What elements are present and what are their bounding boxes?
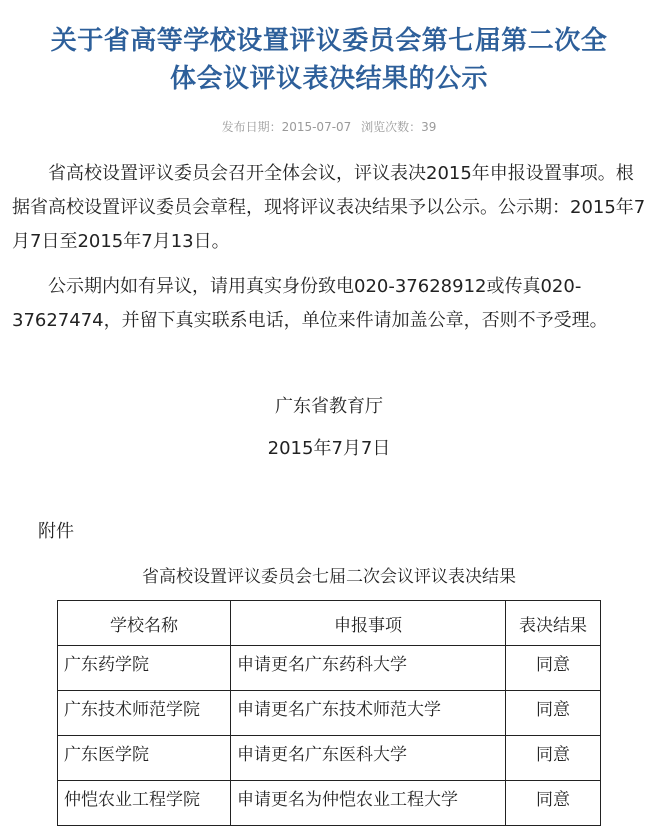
school-name-cell: 广东药学院 bbox=[58, 646, 231, 691]
table-row bbox=[58, 691, 601, 736]
results-table bbox=[57, 600, 601, 826]
attachment-label: 附件 bbox=[38, 521, 74, 542]
application-cell: 申请更名广东药科大学 bbox=[231, 646, 506, 691]
result-cell: 同意 bbox=[506, 781, 601, 826]
table-header-row bbox=[58, 601, 601, 646]
application-cell: 申请更名为仲恺农业工程大学 bbox=[231, 781, 506, 826]
result-cell: 同意 bbox=[506, 736, 601, 781]
column-header-result: 表决结果 bbox=[506, 601, 601, 646]
article-meta bbox=[0, 118, 658, 135]
school-name-cell: 广东技术师范学院 bbox=[58, 691, 231, 736]
view-count: 浏览次数：39 bbox=[361, 120, 437, 134]
publish-date: 发布日期：2015-07-07 bbox=[221, 120, 352, 134]
application-cell: 申请更名广东技术师范大学 bbox=[231, 691, 506, 736]
body-paragraph-1: 省高校设置评议委员会召开全体会议，评议表决2015年申报设置事项。根据省高校设置评议委员会章程，现将评议表决结果予以公示。公示期：2015年7月7日至2015年7月13日。 bbox=[12, 163, 646, 252]
body-paragraph-2: 公示期内如有异议，请用真实身份致电020-37628912或传真020-37627474，并留下真实联系电话，单位来件请加盖公章，否则不予受理。 bbox=[12, 276, 608, 331]
school-name-cell: 广东医学院 bbox=[58, 736, 231, 781]
table-row bbox=[58, 781, 601, 826]
page-title-line-1: 关于省高等学校设置评议委员会第七届第二次全 bbox=[50, 26, 608, 56]
school-name-cell: 仲恺农业工程学院 bbox=[58, 781, 231, 826]
table-title: 省高校设置评议委员会七届二次会议评议表决结果 bbox=[142, 567, 516, 587]
result-cell: 同意 bbox=[506, 646, 601, 691]
column-header-application: 申报事项 bbox=[231, 601, 506, 646]
page-title-line-2: 体会议评议表决结果的公示 bbox=[169, 64, 488, 94]
application-cell: 申请更名广东医科大学 bbox=[231, 736, 506, 781]
issuer-name: 广东省教育厅 bbox=[275, 396, 383, 417]
page-title bbox=[0, 22, 658, 98]
issue-date: 2015年7月7日 bbox=[267, 438, 391, 459]
column-header-school: 学校名称 bbox=[58, 601, 231, 646]
result-cell: 同意 bbox=[506, 691, 601, 736]
table-row bbox=[58, 646, 601, 691]
table-row bbox=[58, 736, 601, 781]
